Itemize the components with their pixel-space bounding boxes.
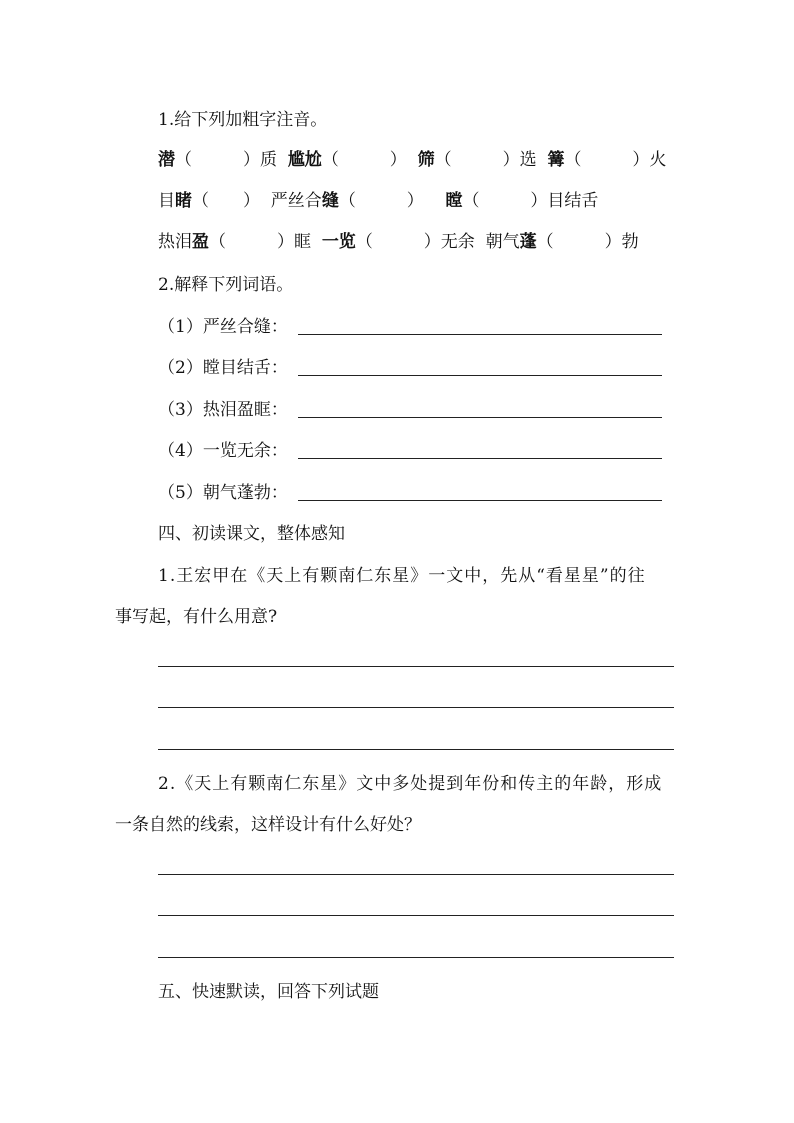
bold-character: 筛 [417, 150, 435, 170]
q2-title: 2.解释下列词语。 [158, 275, 294, 295]
bold-character: 篝 [547, 150, 565, 170]
s4-q2-answer-line-2[interactable] [158, 915, 674, 916]
row-text: （ ）火 [564, 150, 667, 170]
term-1-label: （1）严丝合缝： [158, 317, 288, 337]
s4-q2-line-1: 2.《天上有颗南仁东星》文中多处提到年份和传主的年龄，形成 [158, 774, 663, 794]
row-text: （ ）勃 [536, 232, 639, 252]
bold-character: 尴尬 [287, 150, 322, 170]
bold-character: 潜 [158, 150, 175, 170]
bold-character: 蓬 [519, 232, 537, 252]
pinyin-row-2 [158, 189, 598, 213]
s4-q2-answer-line-1[interactable] [158, 874, 674, 875]
s4-q2-answer-line-3[interactable] [158, 957, 674, 958]
bold-character: 盈 [192, 232, 209, 252]
row-text: 目 [158, 191, 175, 211]
row-text: （ ）选 [434, 150, 548, 170]
term-4-label: （4）一览无余： [158, 441, 288, 461]
term-2-answer-line[interactable] [298, 375, 662, 376]
section-5-heading: 五、快速默读，回答下列试题 [158, 982, 379, 1002]
s4-q1-line-1: 1.王宏甲在《天上有颗南仁东星》一文中，先从“看星星”的往 [158, 566, 646, 586]
row-text: （ ）无余 朝气 [355, 232, 520, 252]
term-1-answer-line[interactable] [298, 334, 662, 335]
q1-title: 1.给下列加粗字注音。 [158, 110, 328, 130]
row-text: （ ） [338, 191, 446, 211]
s4-q1-answer-line-1[interactable] [158, 666, 674, 667]
term-4-answer-line[interactable] [298, 458, 662, 459]
row-text: （ ）眶 [209, 232, 322, 252]
row-text: （ ）目结舌 [462, 191, 599, 211]
term-2-label: （2）瞠目结舌： [158, 358, 288, 378]
bold-character: 一览 [321, 232, 356, 252]
term-3-label: （3）热泪盈眶： [158, 400, 288, 420]
section-4-heading: 四、初读课文，整体感知 [158, 524, 345, 544]
row-text: （ ） [321, 150, 418, 170]
bold-character: 缝 [321, 191, 339, 211]
row-text: 热泪 [158, 232, 192, 252]
bold-character: 瞠 [445, 191, 463, 211]
term-3-answer-line[interactable] [298, 417, 662, 418]
bold-character: 睹 [175, 191, 192, 211]
s4-q2-line-2: 一条自然的线索，这样设计有什么好处？ [115, 815, 421, 835]
row-text: （ ） 严丝合 [192, 191, 322, 211]
pinyin-row-3 [158, 230, 639, 254]
s4-q1-answer-line-3[interactable] [158, 749, 674, 750]
row-text: （ ）质 [175, 150, 288, 170]
s4-q1-answer-line-2[interactable] [158, 707, 674, 708]
pinyin-row-1 [158, 148, 666, 172]
s4-q1-line-2: 事写起，有什么用意? [115, 607, 278, 627]
term-5-label: （5）朝气蓬勃： [158, 483, 288, 503]
term-5-answer-line[interactable] [298, 500, 662, 501]
